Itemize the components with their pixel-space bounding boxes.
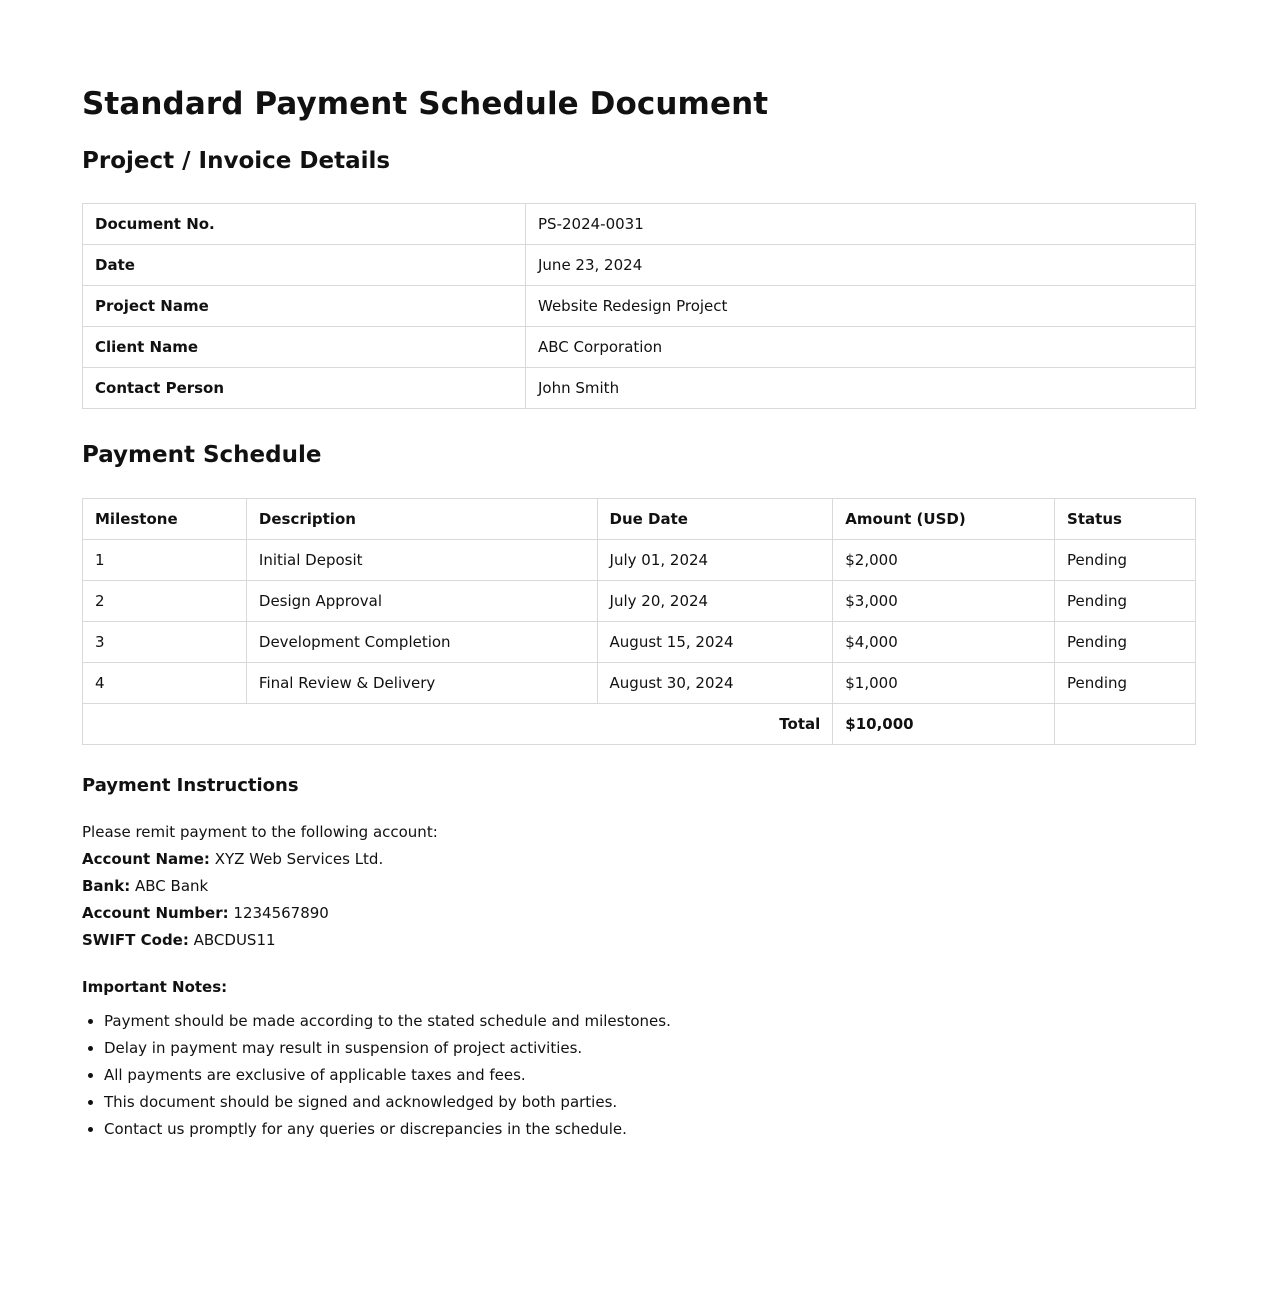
details-label: Contact Person <box>83 368 526 409</box>
description-cell: Final Review & Delivery <box>246 663 597 704</box>
details-heading: Project / Invoice Details <box>82 148 391 174</box>
total-label: Total <box>83 704 833 745</box>
amount-cell: $4,000 <box>833 622 1055 663</box>
instructions-intro: Please remit payment to the following account: <box>82 823 438 841</box>
table-row <box>83 622 1196 663</box>
amount-cell: $2,000 <box>833 540 1055 581</box>
milestone-cell: 4 <box>83 663 247 704</box>
schedule-header-row <box>83 499 1196 540</box>
account-number-value: 1234567890 <box>233 904 329 922</box>
table-row <box>83 581 1196 622</box>
account-name-label: Account Name: <box>82 850 210 868</box>
swift-value: ABCDUS11 <box>193 931 276 949</box>
column-header-amount: Amount (USD) <box>833 499 1055 540</box>
milestone-cell: 1 <box>83 540 247 581</box>
table-row <box>83 663 1196 704</box>
due-date-cell: July 20, 2024 <box>597 581 833 622</box>
payment-instructions <box>82 819 1196 954</box>
schedule-table <box>82 498 1196 745</box>
instructions-heading: Payment Instructions <box>82 775 299 796</box>
total-amount: $10,000 <box>833 704 1055 745</box>
details-label: Date <box>83 245 526 286</box>
details-label: Client Name <box>83 327 526 368</box>
details-row <box>83 368 1196 409</box>
amount-cell: $1,000 <box>833 663 1055 704</box>
milestone-cell: 2 <box>83 581 247 622</box>
total-row <box>83 704 1196 745</box>
details-value: Website Redesign Project <box>526 286 1196 327</box>
column-header-milestone: Milestone <box>83 499 247 540</box>
bank-label: Bank: <box>82 877 131 895</box>
details-row <box>83 327 1196 368</box>
table-row <box>83 540 1196 581</box>
schedule-heading: Payment Schedule <box>82 442 322 468</box>
column-header-status: Status <box>1055 499 1196 540</box>
account-name-value: XYZ Web Services Ltd. <box>214 850 384 868</box>
list-item: • This document should be signed and acknowledged by both parties. <box>104 1089 1196 1116</box>
account-name-line <box>82 846 1196 873</box>
status-cell: Pending <box>1055 581 1196 622</box>
details-row <box>83 245 1196 286</box>
account-number-label: Account Number: <box>82 904 229 922</box>
details-label: Document No. <box>83 204 526 245</box>
details-value: ABC Corporation <box>526 327 1196 368</box>
details-label: Project Name <box>83 286 526 327</box>
due-date-cell: July 01, 2024 <box>597 540 833 581</box>
document-title: Standard Payment Schedule Document <box>82 86 769 122</box>
description-cell: Initial Deposit <box>246 540 597 581</box>
details-row <box>83 204 1196 245</box>
list-item: • Delay in payment may result in suspension of project activities. <box>104 1035 1196 1062</box>
amount-cell: $3,000 <box>833 581 1055 622</box>
status-cell: Pending <box>1055 663 1196 704</box>
list-item: • Payment should be made according to the stated schedule and milestones. <box>104 1008 1196 1035</box>
details-value: PS-2024-0031 <box>526 204 1196 245</box>
notes-list <box>82 1008 1196 1143</box>
description-cell: Development Completion <box>246 622 597 663</box>
list-item: • All payments are exclusive of applicable taxes and fees. <box>104 1062 1196 1089</box>
status-cell: Pending <box>1055 540 1196 581</box>
milestone-cell: 3 <box>83 622 247 663</box>
list-item: • Contact us promptly for any queries or discrepancies in the schedule. <box>104 1116 1196 1143</box>
details-value: June 23, 2024 <box>526 245 1196 286</box>
bank-line <box>82 873 1196 900</box>
description-cell: Design Approval <box>246 581 597 622</box>
swift-line <box>82 927 1196 954</box>
due-date-cell: August 15, 2024 <box>597 622 833 663</box>
status-cell: Pending <box>1055 622 1196 663</box>
swift-label: SWIFT Code: <box>82 931 189 949</box>
column-header-description: Description <box>246 499 597 540</box>
details-value: John Smith <box>526 368 1196 409</box>
details-table <box>82 203 1196 409</box>
notes-heading: Important Notes: <box>82 978 228 996</box>
column-header-due-date: Due Date <box>597 499 833 540</box>
details-row <box>83 286 1196 327</box>
due-date-cell: August 30, 2024 <box>597 663 833 704</box>
account-number-line <box>82 900 1196 927</box>
bank-value: ABC Bank <box>135 877 209 895</box>
total-status-cell <box>1055 704 1196 745</box>
